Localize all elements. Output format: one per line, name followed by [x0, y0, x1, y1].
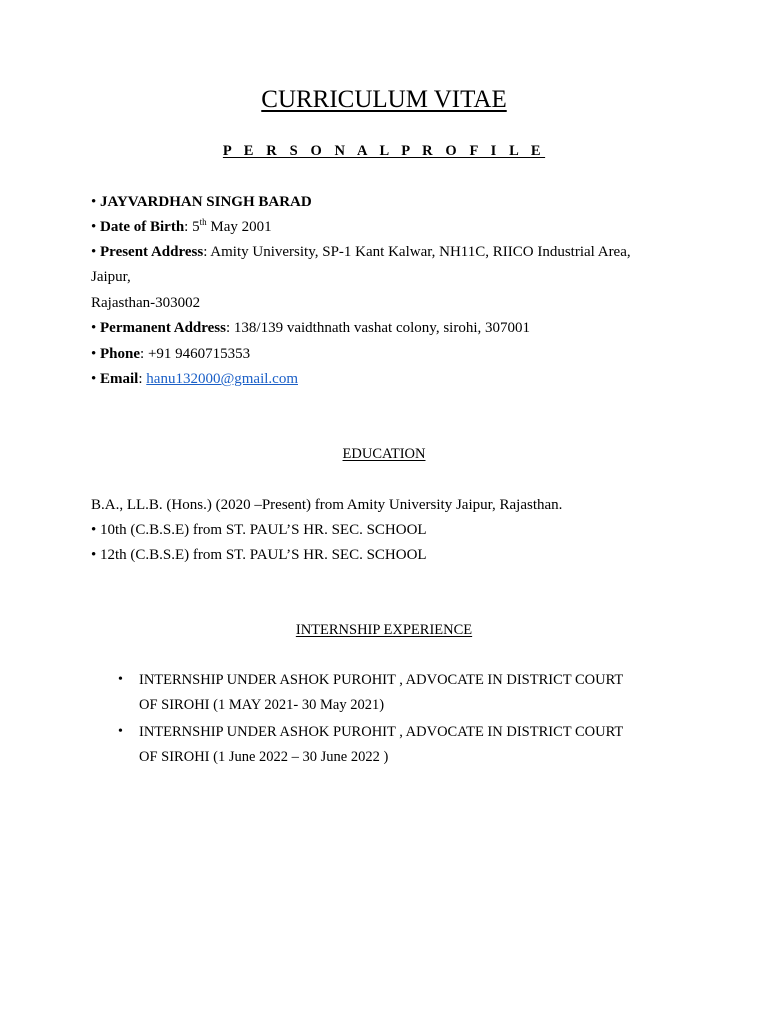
personal-profile-heading: P E R S O N A L P R O F I L E	[222, 143, 546, 159]
dob-line: • Date of Birth: 5th May 2001	[91, 217, 272, 235]
bullet: •	[91, 219, 101, 235]
education-item: B.A., LL.B. (Hons.) (2020 –Present) from Amity University Jaipur, Rajasthan.	[91, 497, 563, 513]
present-address-city: Jaipur,	[91, 269, 131, 285]
bullet: •	[91, 320, 101, 336]
email-sep: :	[138, 371, 147, 387]
internship-item	[139, 720, 623, 770]
dob-rest: May 2001	[206, 219, 272, 235]
internship-line: INTERNSHIP UNDER ASHOK PUROHIT , ADVOCATE IN DISTRICT COURT	[139, 672, 624, 688]
internship-item	[139, 668, 623, 718]
present-address-label: Present Address	[100, 244, 204, 260]
phone-value: : +91 9460715353	[140, 346, 251, 362]
internship-heading: INTERNSHIP EXPERIENCE	[295, 622, 473, 638]
bullet-icon: •	[118, 724, 123, 739]
name-line	[91, 193, 312, 211]
permanent-address-label: Permanent Address	[100, 320, 226, 336]
present-address-value: : Amity University, SP-1 Kant Kalwar, NH11C, RIICO Industrial Area,	[203, 244, 631, 260]
education-heading: EDUCATION	[342, 446, 426, 462]
internship-line: OF SIROHI (1 June 2022 – 30 June 2022 )	[139, 749, 389, 765]
education-item: • 10th (C.B.S.E) from ST. PAUL’S HR. SEC. SCHOOL	[91, 522, 427, 538]
email-label: Email	[100, 371, 139, 387]
dob-day: 5	[192, 219, 200, 235]
name-bullet: •	[91, 194, 101, 210]
dob-suffix: th	[199, 217, 207, 227]
education-item: • 12th (C.B.S.E) from ST. PAUL’S HR. SEC. SCHOOL	[91, 547, 427, 563]
phone-label: Phone	[100, 346, 141, 362]
permanent-address-line	[91, 319, 530, 337]
bullet: •	[91, 244, 101, 260]
present-address-state: Rajasthan-303002	[91, 295, 201, 311]
page-title: CURRICULUM VITAE	[261, 86, 507, 113]
full-name: JAYVARDHAN SINGH BARAD	[100, 194, 312, 210]
email-link[interactable]: hanu132000@gmail.com	[146, 371, 298, 387]
present-address-line	[91, 243, 631, 261]
bullet: •	[91, 371, 101, 387]
internship-line: OF SIROHI (1 MAY 2021- 30 May 2021)	[139, 697, 385, 713]
bullet-icon: •	[118, 672, 123, 687]
bullet: •	[91, 346, 101, 362]
permanent-address-value: : 138/139 vaidthnath vashat colony, sirohi, 307001	[226, 320, 530, 336]
dob-label: Date of Birth	[100, 219, 185, 235]
internship-line: INTERNSHIP UNDER ASHOK PUROHIT , ADVOCATE IN DISTRICT COURT	[139, 724, 624, 740]
phone-line	[91, 345, 250, 363]
email-line	[91, 370, 298, 388]
